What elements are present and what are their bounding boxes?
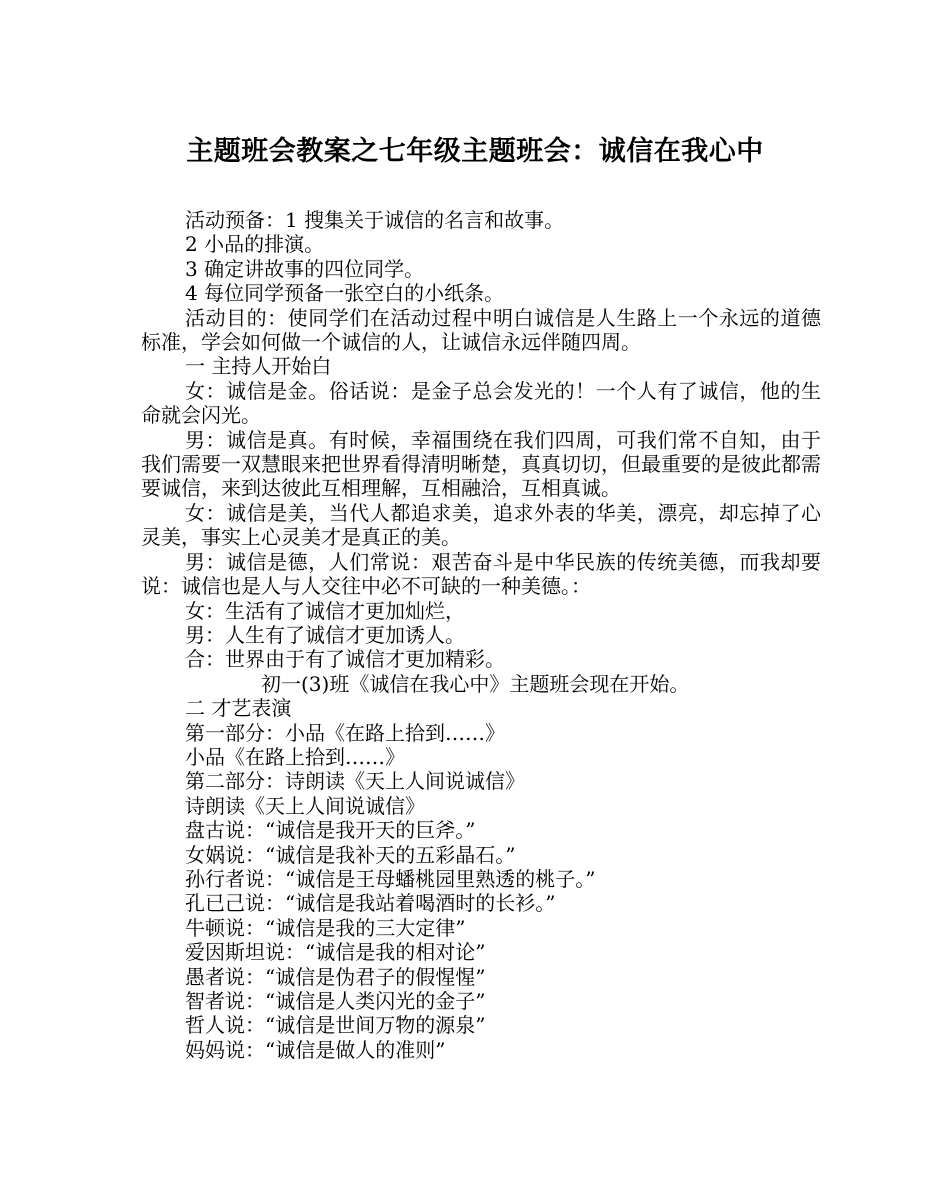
paragraph: 4 每位同学预备一张空白的小纸条。 <box>185 281 505 306</box>
paragraph: 妈妈说：“诚信是做人的准则” <box>185 1037 446 1062</box>
section-heading: 一 主持人开始白 <box>185 354 332 379</box>
paragraph: 初一(3)班《诚信在我心中》主题班会现在开始。 <box>261 671 690 696</box>
paragraph: 男：诚信是德，人们常说：艰苦奋斗是中华民族的传统美德，而我却要说：诚信也是人与人交往中必不可缺的一种美德。： <box>141 549 821 599</box>
paragraph: 牛顿说：“诚信是我的三大定律” <box>185 915 466 940</box>
paragraph: 男：人生有了诚信才更加诱人。 <box>185 622 465 647</box>
paragraph: 3 确定讲故事的四位同学。 <box>185 256 425 281</box>
paragraph: 女：诚信是美，当代人都追求美，追求外表的华美，漂亮，却忘掉了心灵美，事实上心灵美才是真正的美。 <box>141 500 821 550</box>
paragraph: 爱因斯坦说：“诚信是我的相对论” <box>185 940 486 965</box>
paragraph: 第二部分：诗朗读《天上人间说诚信》 <box>185 769 525 794</box>
paragraph: 智者说：“诚信是人类闪光的金子” <box>185 989 486 1013</box>
paragraph: 合：世界由于有了诚信才更加精彩。 <box>185 647 505 672</box>
paragraph: 女：诚信是金。俗话说：是金子总会发光的！一个人有了诚信，他的生命就会闪光。 <box>141 378 821 428</box>
section-heading: 二 才艺表演 <box>185 696 292 721</box>
paragraph: 活动目的：使同学们在活动过程中明白诚信是人生路上一个永远的道德标准，学会如何做一个诚信的人，让诚信永远伴随四周。 <box>141 305 821 355</box>
paragraph: 第一部分：小品《在路上拾到……》 <box>185 720 505 745</box>
paragraph: 男：诚信是真。有时候，幸福围绕在我们四周，可我们常不自知，由于我们需要一双慧眼来把世界看得清明晰楚，真真切切，但最重要的是彼此都需要诚信，来到达彼此互相理解，互相融洽，互相真诚。 <box>141 427 821 501</box>
paragraph: 女娲说：“诚信是我补天的五彩晶石。” <box>185 842 516 867</box>
paragraph: 女：生活有了诚信才更加灿烂， <box>185 598 465 623</box>
paragraph: 哲人说：“诚信是世间万物的源泉” <box>185 1013 486 1038</box>
paragraph: 孙行者说：“诚信是王母蟠桃园里熟透的桃子。” <box>185 866 596 891</box>
paragraph: 小品《在路上拾到……》 <box>185 744 405 769</box>
paragraph: 愚者说：“诚信是伪君子的假惺惺” <box>185 964 486 989</box>
paragraph: 孔已己说：“诚信是我站着喝酒时的长衫。” <box>185 891 556 916</box>
paragraph: 2 小品的排演。 <box>185 232 325 257</box>
paragraph: 诗朗读《天上人间说诚信》 <box>185 793 425 818</box>
paragraph: 活动预备：1 搜集关于诚信的名言和故事。 <box>185 208 565 232</box>
paragraph: 盘古说：“诚信是我开天的巨斧。” <box>185 818 476 843</box>
document-body <box>141 208 821 1062</box>
document-title: 主题班会教案之七年级主题班会：诚信在我心中 <box>186 136 764 167</box>
